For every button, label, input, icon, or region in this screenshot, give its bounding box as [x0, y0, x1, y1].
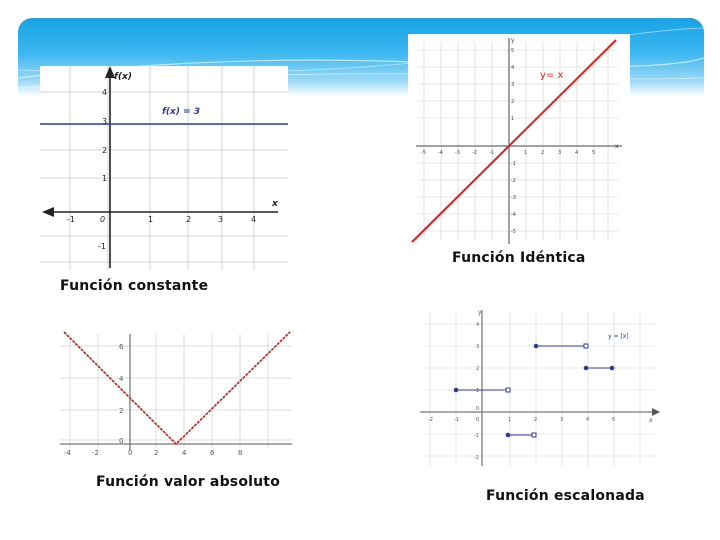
y-tick-label: -3 — [511, 195, 516, 201]
graph-constante-panel — [40, 66, 288, 270]
x-axis-label: x — [272, 199, 278, 209]
x-tick-label: 0 — [100, 215, 106, 224]
y-tick-label: 1 — [511, 116, 515, 122]
x-tick-label: 2 — [534, 417, 538, 423]
graph-escalonada-panel — [420, 306, 660, 468]
x-axis-label: x — [615, 143, 619, 150]
x-tick-label: -2 — [428, 417, 433, 423]
function-label: y = [x] — [608, 333, 629, 340]
grid — [418, 42, 618, 240]
x-tick-label: -1 — [489, 150, 494, 156]
x-tick-label: 5 — [592, 150, 596, 156]
closed-point — [454, 388, 459, 393]
graph-constante — [40, 66, 288, 270]
x-tick-label: 0 — [476, 417, 480, 423]
y-tick-label: -2 — [511, 178, 516, 184]
open-point — [532, 433, 536, 437]
graph-identica — [408, 34, 630, 246]
y-axis-label: y — [478, 309, 482, 316]
caption-absoluto: Función valor absoluto — [96, 474, 281, 490]
function-label: y= x — [540, 70, 564, 81]
x-tick-labels — [421, 150, 595, 156]
x-tick-label: 3 — [558, 150, 562, 156]
y-tick-label: -1 — [511, 161, 516, 167]
graph-identica-panel — [408, 34, 630, 246]
x-tick-label: -4 — [438, 150, 443, 156]
x-tick-label: 5 — [612, 417, 616, 423]
y-tick-label: 1 — [102, 174, 108, 183]
x-tick-label: 4 — [182, 449, 187, 457]
x-tick-label: -1 — [67, 215, 75, 224]
function-label: f(x) = 3 — [162, 107, 201, 117]
x-tick-label: 2 — [154, 449, 159, 457]
x-tick-label: 3 — [218, 215, 224, 224]
y-tick-label: 3 — [476, 344, 480, 350]
x-tick-label: 6 — [210, 449, 215, 457]
graph-absoluto — [60, 330, 292, 460]
x-tick-label: 1 — [508, 417, 512, 423]
y-tick-label: 6 — [119, 343, 124, 351]
y-tick-label: -2 — [474, 455, 479, 461]
x-tick-label: -2 — [92, 449, 99, 457]
grid — [60, 334, 292, 448]
closed-point — [534, 344, 539, 349]
y-tick-label: 5 — [511, 48, 515, 54]
y-tick-label: 2 — [476, 366, 480, 372]
y-axis-label: y — [511, 37, 515, 44]
x-tick-label: 4 — [251, 215, 257, 224]
y-tick-label: 0 — [476, 406, 480, 412]
x-tick-label: 4 — [586, 417, 590, 423]
open-point — [584, 344, 588, 348]
y-tick-label: 3 — [511, 82, 515, 88]
y-tick-label: 4 — [511, 65, 515, 71]
caption-constante: Función constante — [60, 278, 209, 294]
x-axis-label: x — [649, 417, 653, 424]
y-tick-label: -1 — [98, 242, 106, 251]
y-tick-label: -1 — [474, 433, 479, 439]
y-tick-label: 2 — [119, 407, 124, 415]
x-tick-label: 0 — [128, 449, 133, 457]
y-tick-label: 4 — [119, 375, 124, 383]
x-tick-label: -3 — [455, 150, 460, 156]
y-tick-label: -5 — [511, 229, 516, 235]
y-axis-label: f(x) — [114, 72, 132, 82]
y-tick-labels — [474, 322, 479, 461]
x-tick-label: 4 — [575, 150, 579, 156]
y-tick-labels — [98, 88, 107, 251]
y-tick-labels — [119, 343, 124, 445]
x-tick-label: 1 — [148, 215, 154, 224]
x-tick-label: 2 — [541, 150, 545, 156]
grid — [40, 66, 288, 270]
graph-absoluto-panel — [60, 330, 292, 460]
x-tick-label: 2 — [186, 215, 192, 224]
x-tick-label: 3 — [560, 417, 564, 423]
y-tick-label: -4 — [511, 212, 516, 218]
x-tick-labels — [64, 449, 242, 457]
y-tick-label: 1 — [476, 388, 480, 394]
x-tick-label: -1 — [454, 417, 459, 423]
x-axis-arrow-icon — [652, 408, 660, 416]
y-tick-label: 4 — [476, 322, 480, 328]
y-tick-label: 3 — [102, 117, 108, 126]
y-tick-label: 4 — [102, 88, 108, 97]
open-points — [506, 344, 588, 437]
y-tick-label: 2 — [511, 99, 515, 105]
open-point — [506, 388, 510, 392]
graph-escalonada — [420, 306, 660, 468]
caption-identica: Función Idéntica — [452, 250, 586, 266]
y-tick-label: 0 — [119, 437, 124, 445]
x-tick-label: 1 — [524, 150, 528, 156]
x-tick-label: -4 — [64, 449, 71, 457]
caption-escalonada: Función escalonada — [486, 488, 645, 504]
x-axis-arrow-icon — [42, 207, 54, 217]
x-tick-label: -2 — [472, 150, 477, 156]
x-tick-labels — [67, 215, 256, 224]
closed-point — [584, 366, 589, 371]
x-tick-label: 8 — [238, 449, 243, 457]
closed-point — [610, 366, 615, 371]
x-tick-label: -5 — [421, 150, 426, 156]
closed-point — [506, 433, 511, 438]
y-tick-label: 2 — [102, 146, 108, 155]
x-tick-labels — [428, 417, 615, 423]
